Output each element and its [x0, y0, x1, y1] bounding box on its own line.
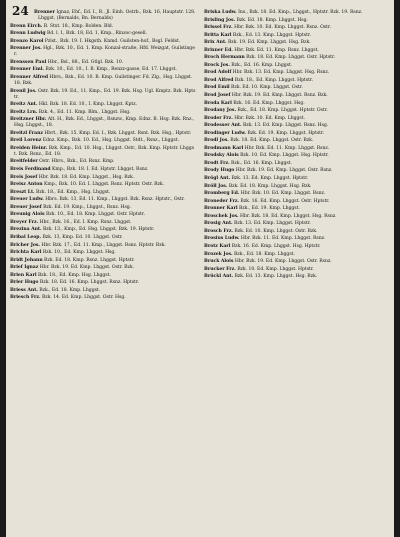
directory-entry	[10, 265, 196, 271]
entry-text: Hbr. Bzk. 17., Ed. 11. Kmp., Lhggst. Rsnz. Hptstr. Bzk.	[41, 242, 166, 248]
directory-entry	[204, 70, 390, 76]
entry-text: Kmp., Bzk. 18. I. Ed. Hptstr. Lhggst. Rsnz.	[52, 167, 149, 173]
directory-entry	[204, 131, 390, 137]
entry-text: Bzk. 18. Ed. 16. Kmp. Lhggst. Rsnz. Hptstr.	[39, 280, 139, 286]
entry-text: Bzk. 13. Ed. Kmp. Lhggst. Hptstr.	[234, 221, 311, 227]
entry-text: Bzk. 13., Kmp., Ed. Hsg. Lhggst. Bzk. 19. Hptstr.	[42, 227, 155, 233]
entry-text: Bzk. 19. Ed. Kmp. Lhggst. Hsg. Bzk.	[227, 40, 311, 46]
entry-name: Brichta Karl	[10, 250, 42, 256]
directory-entry	[10, 182, 196, 188]
entry-text: Hbr. Bzk. Ed. 11. Kmp. Lhggst. Rsnz.	[244, 145, 330, 151]
entry-text: Bzk. 10. Ed. Kmp. Lhggst. Hsg. Hptstr.	[240, 153, 329, 159]
directory-entry	[204, 78, 390, 84]
entry-text: Bzk. 18., Ed. Kmp. Hsg. Lhggst.	[37, 272, 111, 278]
directory-entry	[10, 138, 196, 144]
entry-text: Hbr. Bzk. 18. Ed. Kmp. Lhggst., Hsg. Bzk.	[38, 174, 135, 180]
entry-name: Brezina Ant.	[10, 227, 42, 233]
entry-name: Brod Adolf	[204, 70, 232, 76]
entry-name: Breitz Ant.	[10, 102, 38, 108]
directory-entry	[204, 138, 390, 144]
directory-entry	[10, 212, 196, 218]
entry-text: Kmp., Bzk. 10. Ed. I. Lhggst. Rsnz. Hptstr. Ostr. Bzk.	[44, 182, 165, 188]
directory-entry	[10, 117, 196, 129]
entry-text: Bzk., Ed. 18. Kmp. Lhggst.	[233, 251, 295, 257]
entry-name: Breyer Frz.	[10, 219, 39, 225]
entry-name: Brenn Ludwig	[10, 31, 46, 37]
directory-entry	[204, 18, 390, 24]
directory-entry	[10, 243, 196, 249]
entry-name: Brix Ant.	[204, 40, 227, 46]
entry-name: Brodesser Ant.	[204, 123, 242, 129]
directory-entry	[204, 168, 390, 174]
directory-entry	[10, 39, 196, 45]
entry-text: Hbr. Bzk. 10. Ed. Kmp. Lhggst. Rsnz.	[240, 191, 326, 197]
entry-text: Hbr. Bzk. 11. Ed. Kmp. Lhggst. Rsnz.	[240, 236, 326, 242]
directory-entry	[10, 205, 196, 211]
entry-name: Broda Karl	[204, 100, 232, 106]
entry-text: Hkl. Bzk. 18. Ed. 10., I. Kmp. Lhggst. Kptz.	[38, 102, 137, 108]
entry-name: Brozek Jos.	[204, 251, 233, 257]
directory-entry	[204, 55, 390, 61]
entry-name: Breis Josef	[10, 174, 38, 180]
entry-text: Bzk. Ed. 19. Kmp. Lhggst. Hptstr.	[247, 130, 325, 136]
entry-name: Bricher Jos.	[10, 242, 40, 248]
directory-entry	[10, 31, 196, 37]
entry-text: Ostr. Bzk. 19. Ed., 11. Kmp., Ed. 19. Bzk. Hsg. Ugl. Kmptz. Bzk. Hptstr.	[14, 88, 196, 100]
entry-text: Bzk. Ed. 19. Kmp., Lhggst., Rsnz. Hsg.	[43, 204, 132, 210]
directory-entry	[10, 146, 196, 158]
directory-entry	[204, 267, 390, 273]
entry-name: Brenner	[34, 10, 55, 15]
directory-entry	[10, 220, 196, 226]
entry-name: Breszt Lt.	[10, 189, 35, 195]
directory-entry	[10, 159, 196, 165]
directory-entry	[204, 176, 390, 182]
entry-name: Brosch Frz.	[204, 228, 233, 234]
entry-name: Brod Emil	[204, 85, 230, 91]
directory-entry	[204, 206, 390, 212]
entry-name: Brody Hugo	[204, 168, 235, 174]
entry-text: Bzk. 13. Ed. Kmp. Lhggst. Hptstr.	[231, 176, 309, 182]
entry-text: Hbrs. Bzk. 13, Ed. 11. Kmp., Lhggst. Bzk. Rsnz. Hptstr., Ostr.	[45, 197, 185, 203]
entry-name: Briesch Frz.	[10, 295, 41, 301]
entry-text: Bzk. 4., Ed. 11. Kmp. Blm., Lhggst. Hsg.	[38, 109, 131, 115]
entry-text: Hbrs., Bzk., Ed. 10. B. Kmp. Guilstinger. Fd. Zlg., Hsg. Lhggst. 18. Bzk.	[14, 74, 193, 86]
directory-entry	[10, 258, 196, 264]
directory-entry	[204, 93, 390, 99]
directory-entry	[10, 110, 196, 116]
entry-text: Bzk. 10., Ed. 18. Kmp. Lhggst. Ostr. Hptstr.	[45, 212, 145, 218]
entry-name: Bronner Karl	[204, 206, 238, 212]
directory-entry	[204, 63, 390, 69]
entry-text: Bzk., Ed. 18. Kmp. Lhggst.	[39, 287, 101, 293]
directory-entry	[10, 167, 196, 173]
entry-name: Brixner Ed.	[204, 47, 233, 53]
entry-text: Hbrt., Bzk. 15. Kmp. Ed. I., Bzk. Lhggst. Rsnt. Bzk. Hsg., Hptstr.	[44, 130, 192, 136]
directory-entry	[10, 190, 196, 196]
entry-name: Bröll Jos.	[204, 183, 228, 189]
entry-name: Breis Ferdinand	[10, 167, 51, 173]
directory-entry	[10, 295, 196, 301]
entry-name: Brodmann Karl	[204, 145, 244, 151]
entry-text: B. Stxt. 18., Kmp. Bolden. Bld.	[43, 23, 114, 29]
entry-name: Bruck Alois	[204, 259, 234, 265]
entry-name: Brosig Ant.	[204, 221, 233, 227]
entry-text: Hgl., Bzk. 10., Ed. 1. Kmp. Konzal-straße, Hfd. Weizgat, Guilstinger.	[14, 46, 195, 58]
directory-entry	[204, 10, 390, 16]
entry-text: Ednz. Kmp., Bzk. 10. Ed., Hsg. Lhggst. Stdt., Rsnz., Lhggst.	[42, 138, 179, 144]
directory-entry	[10, 235, 196, 241]
entry-name: Breuer Ludw.	[10, 197, 44, 203]
entry-text: Hbr. Bzk. 19. Ed. Kmp. Lhggst. Ostr. Rsnz.	[234, 259, 332, 265]
entry-text: Bzk. 10. Ed. Kmp. Lhggst. Hptstr.	[237, 266, 314, 272]
entry-name: Breitz Lrn.	[10, 109, 38, 115]
directory-entry	[10, 46, 196, 58]
entry-text: Bzk. 16. Ed. Kmp. Lhggst. Hsg. Hptstr.	[231, 243, 321, 249]
entry-name: Briska Ludw.	[204, 10, 237, 15]
entry-text: Hbr. Bzk. 13. Ed. Kmp. Lhggst. Hsg. Rsnz.	[232, 70, 330, 76]
entry-name: Briess Ant.	[10, 287, 38, 293]
entry-name: Broneder Frz.	[204, 198, 239, 204]
entry-name: Brisling Jos.	[204, 17, 236, 23]
entry-name: Broder Frz.	[204, 115, 233, 121]
directory-entry	[10, 24, 196, 30]
directory-entry	[10, 75, 196, 87]
entry-name: Breunig Alois	[10, 212, 45, 218]
entry-name: Brodinger Ludw.	[204, 130, 246, 136]
entry-name: Brenner Jos.	[10, 46, 42, 52]
entry-name: Brucker Frz.	[204, 266, 236, 272]
entry-name: Brenil Jos.	[10, 88, 37, 94]
directory-entry	[204, 153, 390, 159]
directory-entry	[204, 146, 390, 152]
entry-name: Brenner Eml.	[10, 67, 44, 73]
directory-entry	[204, 229, 390, 235]
directory-entry	[10, 131, 196, 137]
entry-text: Bzk., Ed. 18. Kmp. Lhggst. Hptstr. Ostr.	[237, 108, 328, 114]
entry-text: Bzk. 18., Ed. Kmp., Hsg. Lhggst.	[36, 189, 111, 195]
entry-text: Bzk., Ed. 16. Kmp. Lhggst.	[231, 160, 292, 166]
entry-text: Pzlst., Bzk. 19. I. Hkgsth. Knmd. Guilsten-hof., Bsgl. Feldst.	[44, 38, 181, 44]
entry-text: Bzk. Ed. 18. Kmp. Lhggst. Hsg.	[236, 17, 308, 23]
entry-text: Bzk., Ed. 19. Kmp. Lhggst.	[238, 206, 300, 212]
directory-page	[6, 0, 394, 537]
entry-text: Bzk. Ed. 13. Kmp. Lhggst. Hsg. Bzk.	[234, 274, 318, 280]
entry-text: Bzk. 18., Ed. Kmp. Lhggst. Hptstr.	[234, 77, 313, 83]
entry-name: Brenzo Karol	[10, 38, 44, 44]
left-column	[10, 10, 196, 303]
entry-text: Hbr. Bzk. 10. Ed. Kmp. Lhggst. Rsnz. Ostr.	[234, 25, 331, 31]
entry-name: Breitfelder	[10, 159, 38, 165]
page-number: 24	[12, 4, 29, 18]
directory-entry	[204, 236, 390, 242]
entry-text: Alt. H., Bzk. Ed., Lhggst., Rsnzw., Kmp. Ednz. B. Hsg. Bzk. Rnz., Hsg. Lhggst., 18.	[14, 117, 195, 129]
directory-entry	[204, 161, 390, 167]
entry-name: Brodsky Alois	[204, 153, 239, 159]
directory-entry	[10, 175, 196, 181]
entry-name: Britta Karl	[204, 32, 232, 38]
directory-entry	[204, 48, 390, 54]
directory-entry	[204, 259, 390, 265]
directory-entry	[204, 274, 390, 280]
entry-text: Bzk., Ed. 16. Kmp. Lhggst.	[231, 62, 293, 68]
entry-text: Bzk. Kmp., Ed. 10. Hsg., Lhggst. Ostr., Bzk. Kmp. Hptstr. Lhggst. Bzk. Rsnz., Ed. 18.	[14, 145, 194, 157]
directory-entry	[10, 102, 196, 108]
directory-entry	[204, 85, 390, 91]
entry-text: Bzk. Ed. 10. Kmp. Lhggst. Ostr.	[231, 85, 303, 91]
directory-entry	[10, 280, 196, 286]
directory-entry	[204, 199, 390, 205]
entry-text: Bzk., Ed. 13. Kmp. Lhggst. Hptstr.	[232, 32, 311, 38]
entry-text: Hbr. Bzk. Ed. 11. Kmp. Rsnz. Lhggst.	[234, 47, 319, 53]
entry-text: Bzk. 10., Ed. 10., I. B. Kmp., Renzz-gasse, Ed. 17. Lhggst.	[45, 67, 177, 73]
directory-entry	[204, 123, 390, 129]
right-column	[204, 10, 390, 282]
entry-name: Bribal Leop.	[10, 234, 42, 240]
entry-name: Brenssen Paul	[10, 59, 47, 65]
entry-name: Broch Hermann	[204, 55, 245, 61]
entry-text: Bd. l. 1, Bzk. 18, Ed. 1, Kmp., Rinzoc-gesell.	[47, 31, 147, 37]
entry-name: Brosius Ludw.	[204, 236, 240, 242]
entry-name: Brissel Frz.	[204, 25, 233, 31]
entry-name: Brief Ignaz	[10, 265, 39, 271]
directory-entry	[10, 60, 196, 66]
entry-name: Bromberg Ed.	[204, 191, 240, 197]
directory-entry	[204, 101, 390, 107]
directory-entry	[10, 288, 196, 294]
entry-name: Breil Lorenz	[10, 138, 42, 144]
entry-name: Brückl Ant.	[204, 274, 234, 280]
directory-entry	[10, 89, 196, 101]
entry-name: Brögl Ant.	[204, 176, 231, 182]
entry-name: Breuer Josef	[10, 204, 42, 210]
entry-text: Bzk. 10., Ed. Kmp. Lhggst. Hsg.	[42, 250, 116, 256]
directory-entry	[10, 67, 196, 73]
entry-text: Hbr., Bsl., 88., Ed. Gtlgl. Bzk. 10.	[47, 59, 124, 65]
entry-text: Ins., Bzk. 18. Ed. Kmp., Lhggst., Hptstr. Bzk. 19. Rsnz.	[238, 10, 363, 15]
directory-entry	[204, 191, 390, 197]
entry-text: Ostr. Hbrs., Bzk., Ed. Rsnz. Kmp.	[39, 159, 115, 165]
entry-text: Bzk. 14. Ed. Kmp. Lhggst. Ostr. Hsg.	[41, 295, 126, 301]
entry-text: Bzk. 18. Ed. Kmp. Lhggst. Ostr. Bzk.	[230, 138, 314, 144]
entry-name: Breisz Anton	[10, 182, 43, 188]
entry-text: Bzk. 13, Kmp. Ed. 10. Lhggst. Ostr.	[42, 234, 123, 240]
entry-name: Brod Alfred	[204, 77, 234, 83]
directory-entry	[10, 197, 196, 203]
entry-text: Ignaz, Ehf., Ed. I., B., Jl. Einh. Ostrb., Bzk. 16, Hauptstr. 128. Lhggst. (Bernalds, Bn. Bernalds)	[38, 10, 196, 22]
entry-name: Breiden Heinr.	[10, 145, 48, 151]
entry-text: Hbr. Bzk. 10. Ed. Kmp. Lhggst.	[234, 115, 305, 121]
entry-name: Brock Jos.	[204, 62, 230, 68]
directory-entry	[204, 40, 390, 46]
directory-entry	[10, 250, 196, 256]
entry-name: Brodany Jos.	[204, 108, 236, 114]
directory-entry	[10, 10, 196, 22]
directory-entry	[204, 244, 390, 250]
entry-name: Bridt Johann	[10, 257, 43, 263]
entry-text: Bzk. 18. Ed. Kmp. Lhggst. Ostr. Hptstr.	[246, 55, 335, 61]
directory-entry	[204, 25, 390, 31]
entry-text: Bzk. Ed. 10. Kmp. Lhggst. Ostr. Bzk.	[234, 228, 318, 234]
entry-name: Brodl Jos.	[204, 138, 229, 144]
entry-name: Brenner Alfred	[10, 74, 48, 80]
entry-text: Bzk. 16. Ed. Kmp. Lhggst. Ostr. Hptstr.	[240, 198, 330, 204]
entry-name: Breitzl Franz	[10, 130, 43, 136]
directory-entry	[204, 221, 390, 227]
entry-text: Hbr. Bzk. 19. Ed. Kmp. Lhggst. Ostr. Rsnz.	[235, 168, 333, 174]
directory-entry	[204, 252, 390, 258]
entry-name: Brodt Frz.	[204, 160, 230, 166]
entry-text: Bzk. Ed. 18. Kmp. Rsnz. Lhggst. Hptstr.	[44, 257, 135, 263]
directory-entry	[10, 273, 196, 279]
entry-name: Brenn Eirch.	[10, 23, 43, 29]
entry-text: Hbr. Bzk. 18. Ed. Kmp. Lhggst. Hsg. Rsnz.	[240, 213, 337, 219]
entry-name: Broschek Jos.	[204, 213, 239, 219]
entry-text: Bzk. 16. Ed. Kmp. Lhggst. Hsg.	[233, 100, 305, 106]
directory-entry	[204, 116, 390, 122]
entry-name: Brotz Karl	[204, 243, 231, 249]
entry-name: Brier Hugo	[10, 280, 39, 286]
directory-entry	[204, 214, 390, 220]
entry-text: Hbr. Bzk. 19. Ed. Kmp. Lhggst. Ostr. Bzk.	[39, 265, 134, 271]
directory-entry	[204, 108, 390, 114]
entry-name: Brod Josef	[204, 93, 231, 99]
entry-text: Bzk. Ed. 18. Kmp. Lhggst. Hsg. Bzk.	[228, 183, 312, 189]
entry-text: Hbr., Bzk. 16., Ed. I. Kmp. Rsnz. Lhggst.	[39, 219, 132, 225]
directory-entry	[204, 184, 390, 190]
directory-entry	[10, 227, 196, 233]
entry-text: Bzk. 13. Ed. Kmp. Lhggst. Rsnz. Hsg.	[242, 123, 329, 129]
entry-name: Brien Karl	[10, 272, 37, 278]
directory-entry	[204, 33, 390, 39]
entry-text: Hbr. Bzk. 19. Ed. Kmp. Lhggst. Rsnz. Bzk.	[231, 93, 328, 99]
entry-name: Breitzner Hbr.	[10, 117, 47, 123]
